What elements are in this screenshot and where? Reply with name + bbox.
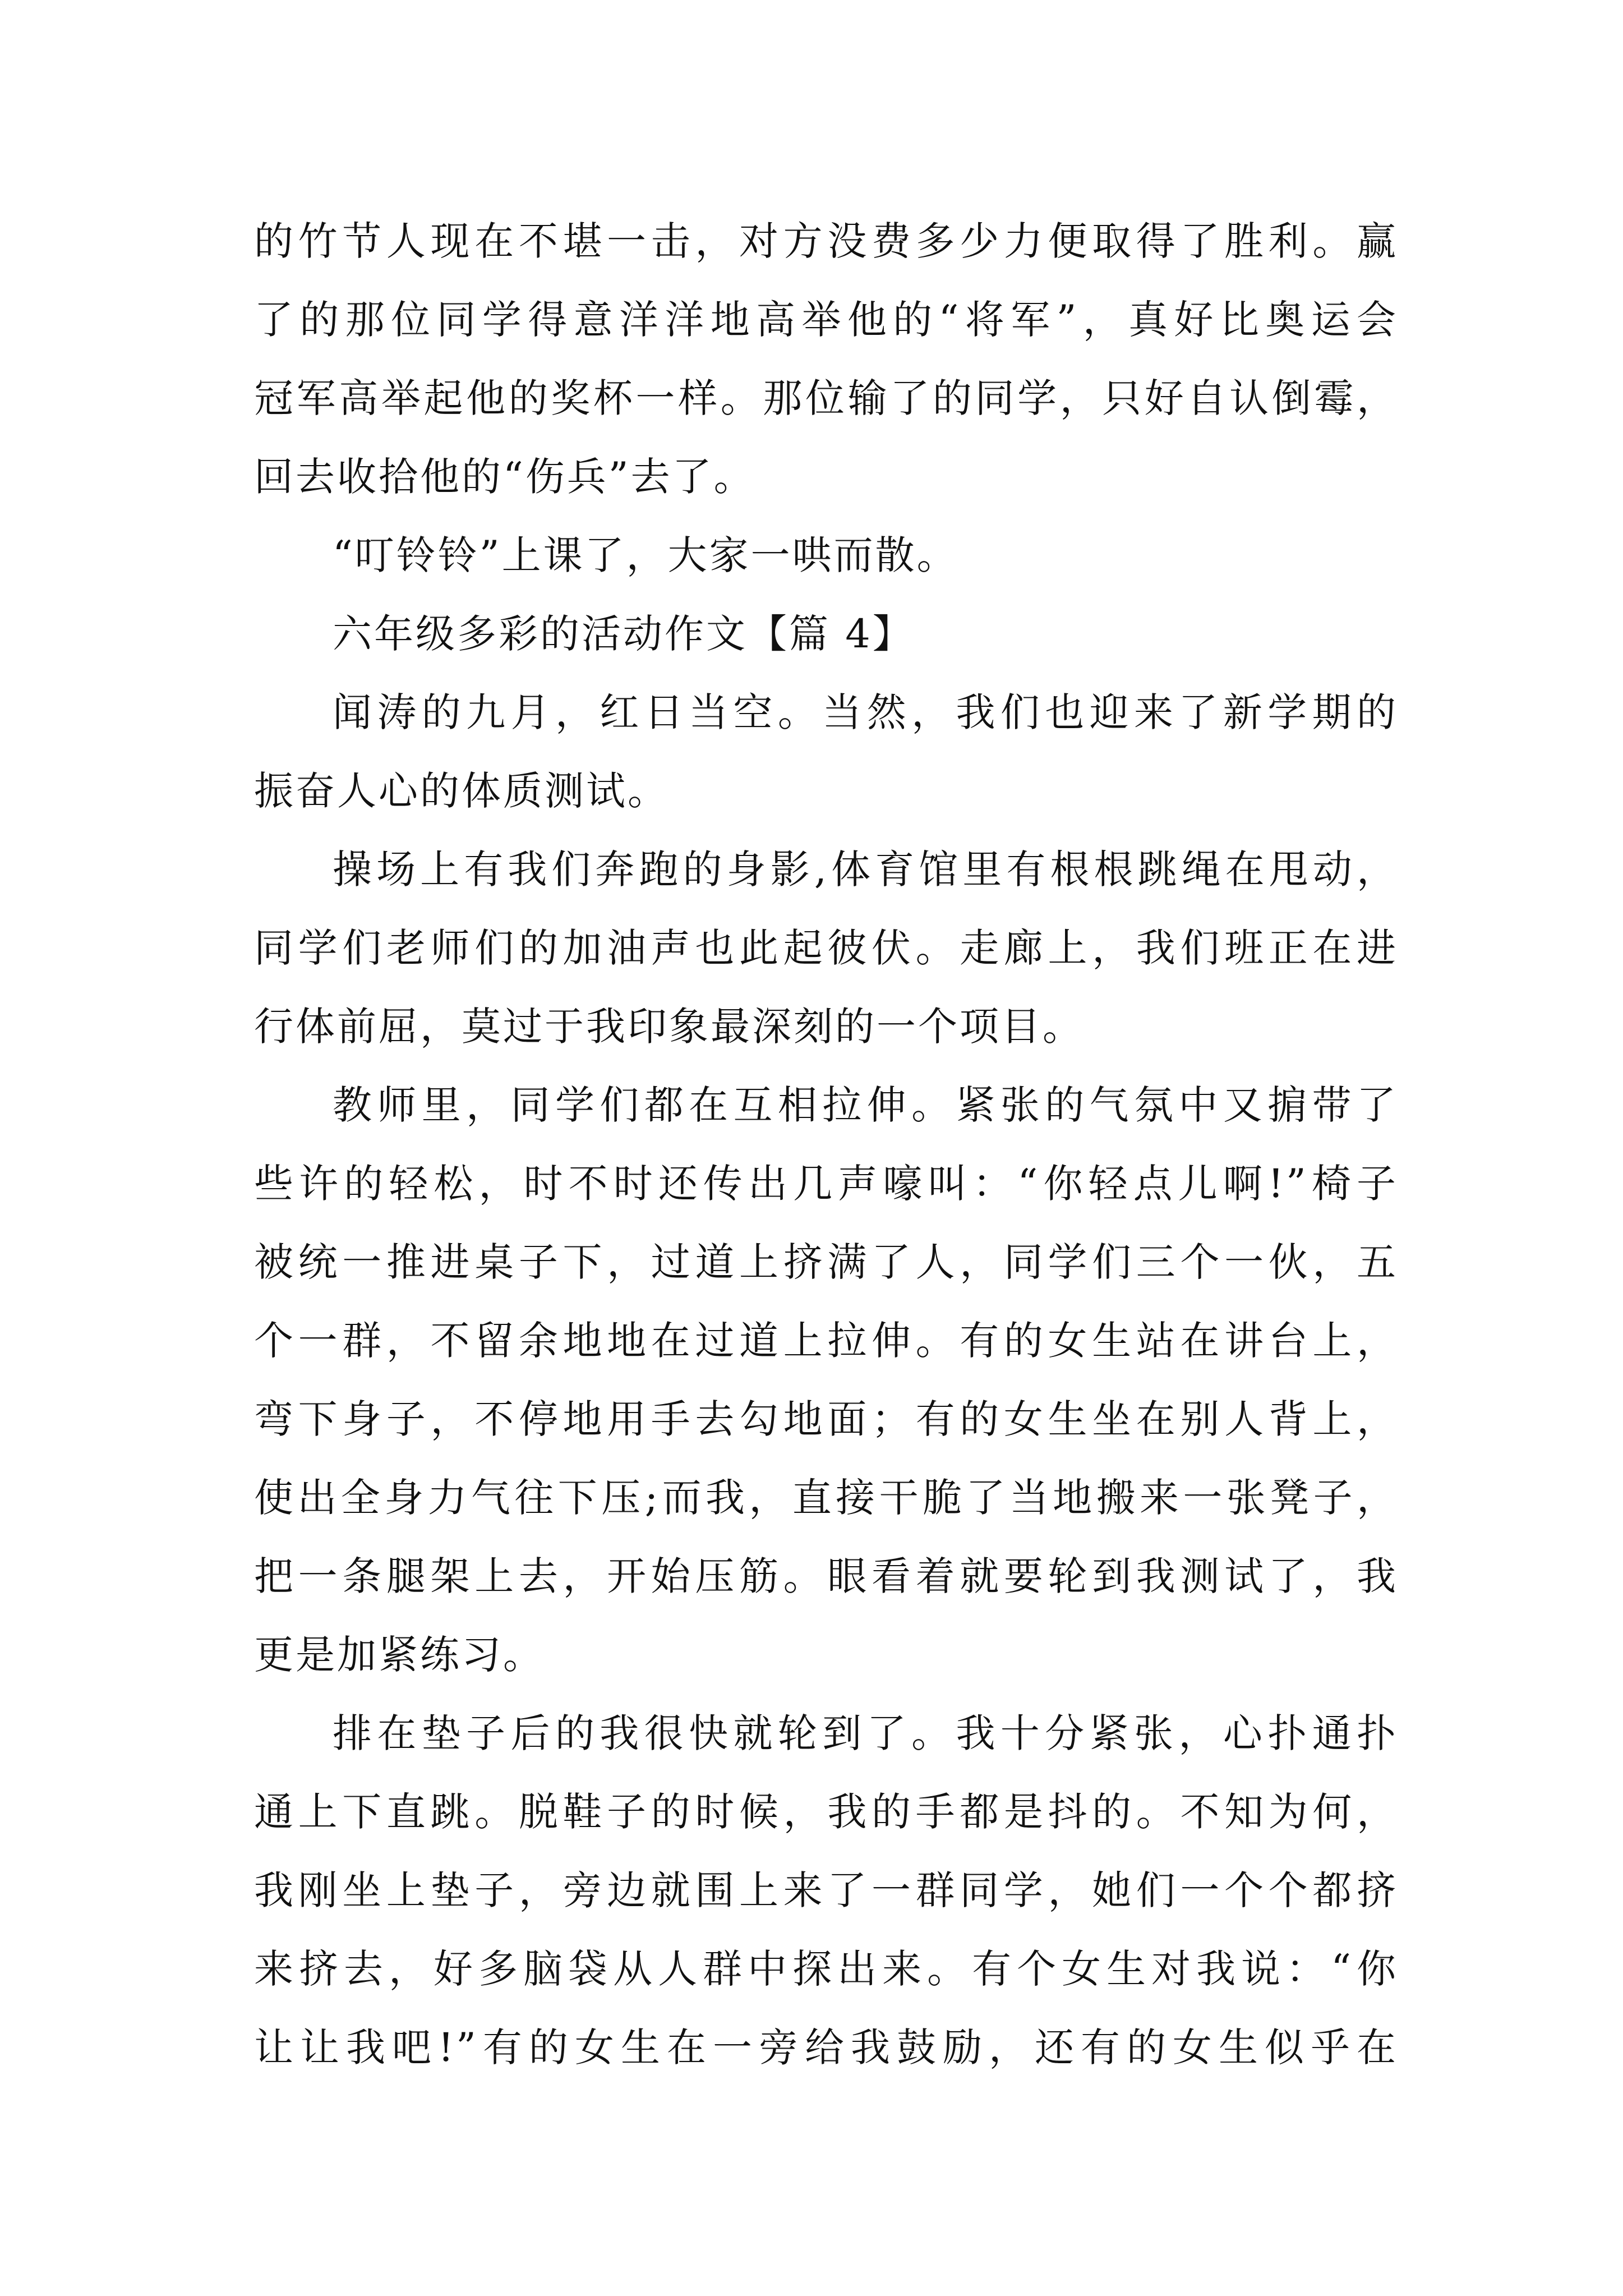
text-line: 些许的轻松，时不时还传出几声嚎叫：“你轻点儿啊!”椅子 — [254, 1161, 1398, 1207]
text-line: 的竹节人现在不堪一击，对方没费多少力便取得了胜利。赢 — [254, 218, 1398, 264]
text-line: 把一条腿架上去，开始压筋。眼看着就要轮到我测试了，我 — [254, 1553, 1398, 1599]
text-line: 被统一推进桌子下，过道上挤满了人，同学们三个一伙，五 — [254, 1239, 1398, 1285]
text-line: 了的那位同学得意洋洋地高举他的“将军”，真好比奥运会 — [254, 297, 1398, 343]
text-line: 操场上有我们奔跑的身影,体育馆里有根根跳绳在甩动， — [333, 846, 1398, 892]
text-line: 振奋人心的体质测试。 — [254, 768, 669, 814]
text-line: 让让我吧!”有的女生在一旁给我鼓励，还有的女生似乎在 — [254, 2024, 1398, 2070]
section-heading: 六年级多彩的活动作文【篇 4】 — [333, 611, 914, 657]
text-line: 排在垫子后的我很快就轮到了。我十分紧张，心扑通扑 — [333, 1710, 1398, 1756]
text-line: 行体前屈，莫过于我印象最深刻的一个项目。 — [254, 1004, 1084, 1050]
text-line: 使出全身力气往下压;而我，直接干脆了当地搬来一张凳子， — [254, 1475, 1398, 1521]
text-line: 同学们老师们的加油声也此起彼伏。走廊上，我们班正在进 — [254, 925, 1398, 971]
text-line: 个一群，不留余地地在过道上拉伸。有的女生站在讲台上， — [254, 1318, 1398, 1364]
text-line: 更是加紧练习。 — [254, 1632, 545, 1678]
text-line: 弯下身子，不停地用手去勾地面；有的女生坐在别人背上， — [254, 1396, 1398, 1442]
text-line: 教师里，同学们都在互相拉伸。紧张的气氛中又掮带了 — [333, 1082, 1398, 1128]
text-line: 冠军高举起他的奖杯一样。那位输了的同学，只好自认倒霉， — [254, 375, 1398, 421]
text-line: 我刚坐上垫子，旁边就围上来了一群同学，她们一个个都挤 — [254, 1867, 1398, 1913]
text-line: 闻涛的九月，红日当空。当然，我们也迎来了新学期的 — [333, 689, 1398, 735]
text-line: 来挤去，好多脑袋从人群中探出来。有个女生对我说：“你 — [254, 1946, 1398, 1992]
text-line: “叮铃铃”上课了，大家一哄而散。 — [333, 532, 958, 578]
text-line: 通上下直跳。脱鞋子的时候，我的手都是抖的。不知为何， — [254, 1789, 1398, 1835]
text-line: 回去收拾他的“伤兵”去了。 — [254, 454, 755, 500]
